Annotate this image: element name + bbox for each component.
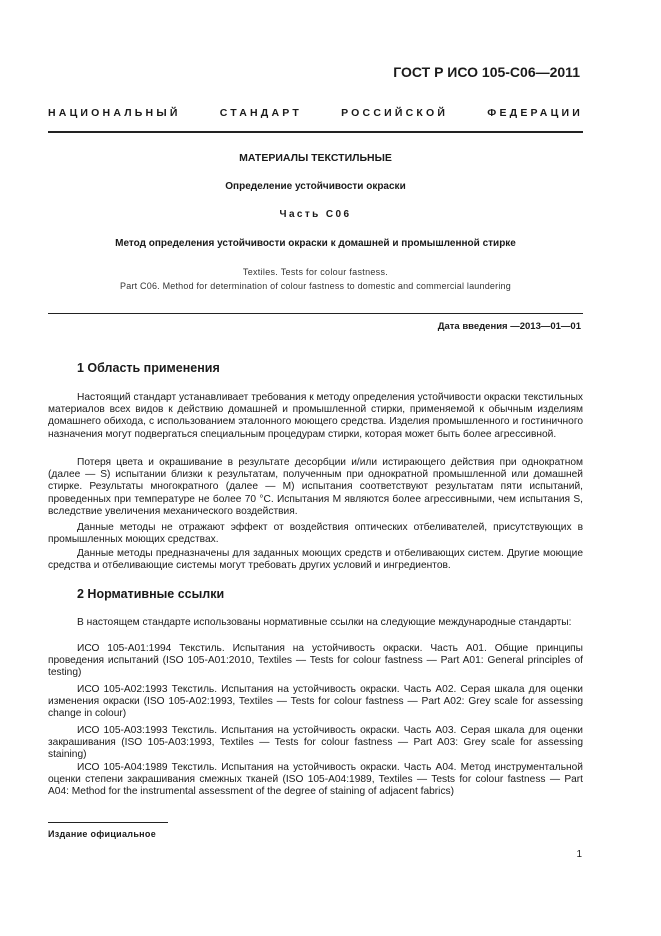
section-heading-scope: 1 Область применения xyxy=(77,361,220,375)
official-edition-label: Издание официальное xyxy=(48,829,157,839)
banner-word: ФЕДЕРАЦИИ xyxy=(487,107,583,119)
paragraph: Потеря цвета и окрашивание в результате десорбции и/или истирающего действия при однократном (далее — S) испытании близки к результатам, полученным при однократной промышленной или домашней стирке. Результаты многократного (далее — М) испытания соответствуют результатам пяти испытаний, проведенных при температуре не более 70 °С. Испытания М являются более агрессивными, чем испытания S, вследствие увеличения механического воздействия. xyxy=(48,457,583,517)
reference-item: ИСО 105-А02:1993 Текстиль. Испытания на устойчивость окраски. Часть А02. Серая шкала для оценки изменения окраски (ISO 105-A02:1993, Textiles — Tests for colour fastness — Part A02: Grey scale for assessing change in colour) xyxy=(48,684,583,720)
top-divider xyxy=(48,131,583,133)
banner-word: РОССИЙСКОЙ xyxy=(341,107,449,119)
title-method: Метод определения устойчивости окраски к домашней и промышленной стирке xyxy=(115,238,516,249)
title-sub: Определение устойчивости окраски xyxy=(225,181,406,192)
banner-word: СТАНДАРТ xyxy=(219,107,302,119)
paragraph: В настоящем стандарте использованы нормативные ссылки на следующие международные стандарты: xyxy=(77,617,572,628)
title-divider xyxy=(48,313,583,314)
english-title-1: Textiles. Tests for colour fastness. xyxy=(242,267,389,277)
paragraph: Настоящий стандарт устанавливает требования к методу определения устойчивости окраски текстильных материалов всех видов к действию домашней и промышленной стирки, применяемой к обычным изделиям домашнего обихода, с использованием эталонного моющего средства. Изделия промышленного и гостиничного назначения могут подвергаться специальным процедурам стирки, которая может быть более агрессивной. xyxy=(48,392,583,440)
document-code: ГОСТ Р ИСО 105-С06—2011 xyxy=(393,64,580,80)
title-part: Часть С06 xyxy=(279,209,352,220)
title-main: МАТЕРИАЛЫ ТЕКСТИЛЬНЫЕ xyxy=(239,152,392,164)
banner-word: НАЦИОНАЛЬНЫЙ xyxy=(48,107,181,119)
paragraph: Данные методы предназначены для заданных моющих средств и отбеливающих систем. Другие моющие средства и отбеливающие системы могут требовать других условий и ингредиентов. xyxy=(48,548,583,572)
footer-divider xyxy=(48,822,168,823)
english-title-2: Part C06. Method for determination of colour fastness to domestic and commercial laundering xyxy=(120,281,511,291)
introduction-date: Дата введения —2013—01—01 xyxy=(437,321,581,332)
section-heading-references: 2 Нормативные ссылки xyxy=(77,587,225,601)
reference-item: ИСО 105-А04:1989 Текстиль. Испытания на устойчивость окраски. Часть А04. Метод инструментальной оценки степени закрашивания смежных тканей (ISO 105-A04:1989, Textiles — Tests for colour fastness — Part A04: Method for the instrumental assessment of the degree of staining of adjacent fabrics) xyxy=(48,762,583,798)
reference-item: ИСО 105-А01:1994 Текстиль. Испытания на устойчивость окраски. Часть А01. Общие принципы проведения испытаний (ISO 105-A01:2010, Textiles — Tests for colour fastness — Part A01: General principles of testing) xyxy=(48,643,583,679)
paragraph: Данные методы не отражают эффект от воздействия оптических отбеливателей, присутствующих в промышленных моющих средствах. xyxy=(48,522,583,546)
national-standard-banner xyxy=(48,107,583,119)
reference-item: ИСО 105-А03:1993 Текстиль. Испытания на устойчивость окраски. Часть А03. Серая шкала для оценки закрашивания (ISO 105-A03:1993, Textiles — Tests for colour fastness — Part A03: Grey scale for assessing staining) xyxy=(48,725,583,761)
page-number: 1 xyxy=(576,849,582,860)
